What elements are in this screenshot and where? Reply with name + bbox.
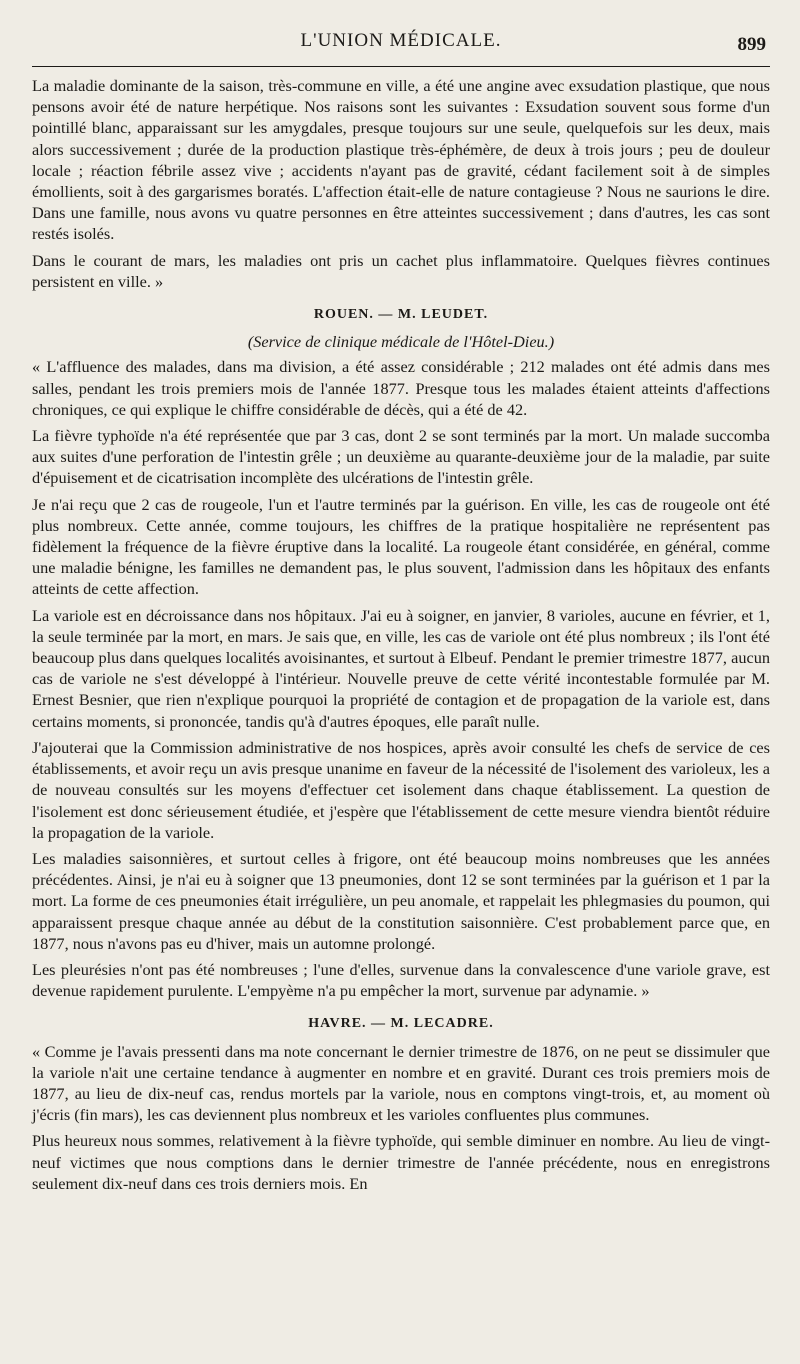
paragraph: Les maladies saisonnières, et surtout celles à frigore, ont été beaucoup moins nombreuses que les années précédentes. Ainsi, je n'ai eu à soigner que 13 pneumonies, dont 12 se sont terminées par la guérison et 1 par la mort. La forme de ces pneumonies était irrégulière, un peu anomale, et rappelait les phlegmasies du poumon, qui apparaissent presque chaque année au début de la constitution saisonnière. C'est probablement parce que, en 1877, nous n'avons pas eu d'hiver, mais un automne prolongé. [32, 848, 770, 953]
paragraph: Je n'ai reçu que 2 cas de rougeole, l'un et l'autre terminés par la guérison. En ville, les cas de rougeole ont été plus nombreux. Cette année, comme toujours, les chiffres de la pratique hospitalière ne représentent pas fidèlement la fréquence de la fièvre éruptive dans la localité. La rougeole étant considérée, en général, comme une maladie bénigne, les familles ne demandent pas, le plus souvent, l'admission dans les hôpitaux des enfants atteints de cette affection. [32, 494, 770, 599]
section-subheading-rouen: (Service de clinique médicale de l'Hôtel-Dieu.) [247, 332, 555, 352]
section-heading-havre: HAVRE. — M. LECADRE. [308, 1016, 494, 1032]
page-header [32, 28, 770, 62]
paragraph: Plus heureux nous sommes, relativement à la fièvre typhoïde, qui semble diminuer en nombre. Au lieu de vingt-neuf victimes que nous comptions dans le dernier trimestre de l'année précédente, nous en enregistrons seulement dix-neuf dans ces trois derniers mois. En [32, 1131, 770, 1193]
paragraph: « Comme je l'avais pressenti dans ma note concernant le dernier trimestre de 1876, on ne peut se dissimuler que la variole n'ait une certaine tendance à augmenter en nombre et en gravité. Durant ces trois premiers mois de 1877, au lieu de dix-neuf cas, rendus mortels par la variole, nous en comptons vingt-trois, et, au moment où j'écris (fin mars), les cas deviennent plus nombreux et les varioles confluentes plus communes. [32, 1041, 770, 1125]
section-heading-rouen: ROUEN. — M. LEUDET. [313, 307, 489, 323]
paragraph: La maladie dominante de la saison, très-commune en ville, a été une angine avec exsudation plastique, que nous pensons avoir été de nature herpétique. Nos raisons sont les suivantes : Exsudation souvent sous forme d'un pointillé blanc, apparaissant sur les amygdales, presque toujours sur une seule, quelquefois sur les deux, mais alors successivement ; durée de la production plastique très-éphémère, de deux à trois jours ; peu de douleur locale ; réaction fébrile assez vive ; accidents n'ayant pas de gravité, cédant facilement soit à de simples émollients, soit à des gargarismes boratés. L'affection était-elle de nature contagieuse ? Nous ne saurions le dire. Dans une famille, nous avons vu quatre personnes en être atteintes successivement ; dans d'autres, les cas sont restés isolés. [32, 76, 770, 244]
header-rule [32, 66, 770, 67]
paragraph: Dans le courant de mars, les maladies ont pris un cachet plus inflammatoire. Quelques fièvres continues persistent en ville. » [32, 250, 770, 291]
paragraph: « L'affluence des malades, dans ma division, a été assez considérable ; 212 malades ont été admis dans mes salles, pendant les trois premiers mois de l'année 1877. Presque tous les malades étaient atteints d'affections chroniques, ce qui explique le chiffre considérable de décès, qui a été de 42. [32, 357, 770, 419]
article-body [32, 75, 770, 1194]
paragraph: J'ajouterai que la Commission administrative de nos hospices, après avoir consulté les chefs de service de ces établissements, et avoir reçu un avis presque unanime en faveur de la nécessité de l'isolement des varioleux, les a de nouveau consultés sur les moyens d'effectuer cet isolement dans chaque établissement. La question de l'isolement est donc sérieusement étudiée, et j'espère que l'établissement de cette mesure viendra bientôt réduire la propagation de la variole. [32, 737, 770, 842]
page-number: 899 [737, 34, 766, 55]
paragraph: Les pleurésies n'ont pas été nombreuses ; l'une d'elles, survenue dans la convalescence d'une variole grave, est devenue rapidement purulente. L'empyème n'a pu empêcher la mort, survenue par adynamie. » [32, 959, 770, 1001]
running-title: L'UNION MÉDICALE. [300, 30, 502, 51]
paragraph: La fièvre typhoïde n'a été représentée que par 3 cas, dont 2 se sont terminés par la mort. Un malade succomba aux suites d'une perforation de l'intestin grêle ; un deuxième au quarante-deuxième jour de la maladie, par suite d'épuisement et de cicatrisation incomplète des ulcérations de l'intestin grêle. [32, 426, 770, 488]
paragraph: La variole est en décroissance dans nos hôpitaux. J'ai eu à soigner, en janvier, 8 varioles, aucune en février, et 1, la seule terminée par la mort, en mars. Je sais que, en ville, les cas de variole ont été plus nombreux ; ils l'ont été beaucoup plus dans quelques localités avoisinantes, et surtout à Elbeuf. Pendant le premier trimestre 1877, aucun cas de variole ne s'est développé à l'intérieur. Nouvelle preuve de cette vérité incontestable formulée par M. Ernest Besnier, que rien n'explique pourquoi la propriété de contagion et de propagation de la variole est, dans certains moments, si prononcée, tandis qu'à d'autres époques, elle paraît nulle. [32, 605, 770, 731]
